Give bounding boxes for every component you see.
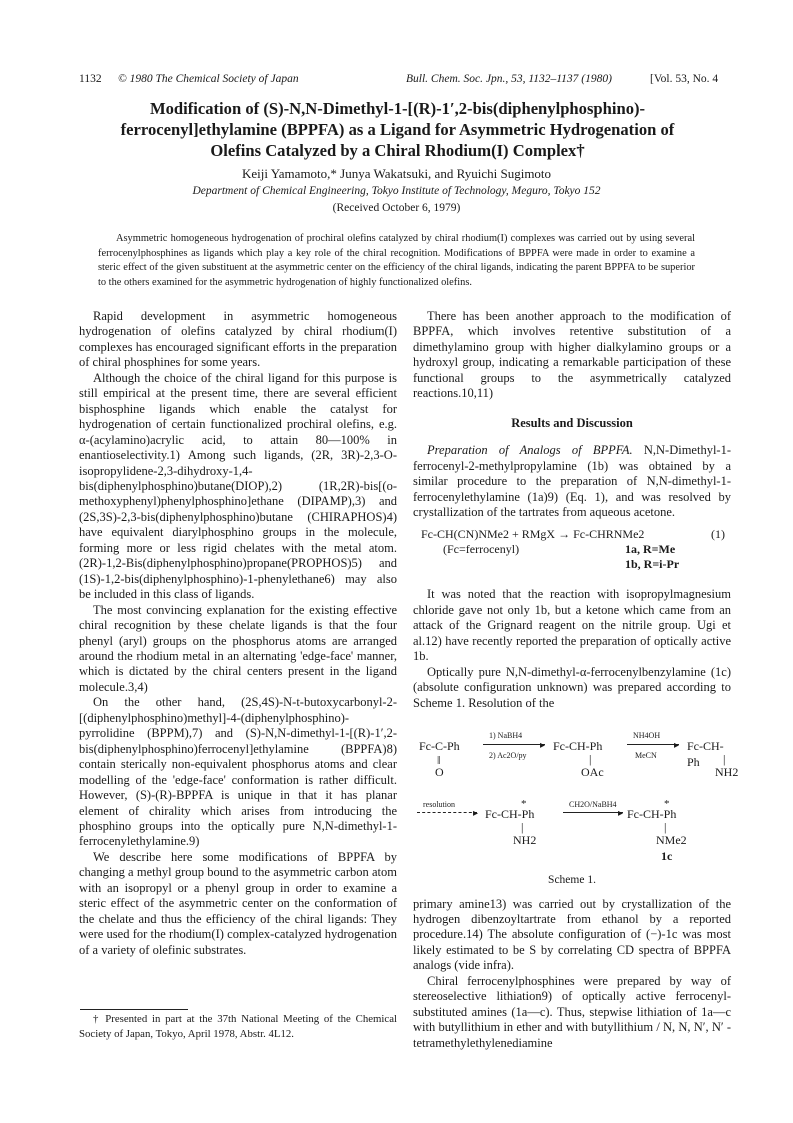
scheme-substituent: O [435,765,444,780]
chiral-star: * [521,798,527,811]
arrow-head: ▸ [618,808,624,820]
body-paragraph: primary amine13) was carried out by crystallization of the hydrogen dibenzoyltartrate from ethanol by a reported procedure.14) The absolute configuration of (−)-1c was most likely estimated to be S by correlating CD spectra of BPPFA analogs (vide infra). [413,896,731,973]
bond-mark: | [664,820,667,835]
affiliation: Department of Chemical Engineering, Tokyo Institute of Technology, Meguro, Tokyo 152 [192,185,601,197]
body-paragraph: The most convincing explanation for the existing effective chiral recognition by these chelate ligands is that the four phenyl (aryl) groups on the phosphorus atoms are arranged around the rhodium metal in an alternating 'edge-face' manner, which is dictated by the chiral centers present in the ligand molecule.3,4) [79,602,397,694]
scheme-substituent: OAc [581,765,604,780]
authors: Keiji Yamamoto,* Junya Wakatsuki, and Ryuichi Sugimoto [241,166,552,181]
scheme-reagent: MeCN [635,751,657,761]
scheme-compound: Fc-C-Ph [419,739,460,754]
scheme-substituent: NH2 [715,765,739,780]
section-heading: Results and Discussion [511,415,633,430]
equation-note: (Fc=ferrocenyl) [443,542,520,557]
volume-info: [Vol. 53, No. 4 [650,73,719,85]
equation-number: (1) [711,527,725,542]
compound-label: 1c [661,849,673,864]
footnote-divider [80,1009,188,1010]
received-date: (Received October 6, 1979) [332,202,461,214]
body-paragraph: Optically pure N,N-dimethyl-α-ferrocenylbenzylamine (1c) (absolute configuration unknown) was prepared according to Scheme 1. Resolution of the [413,664,731,710]
body-paragraph: Rapid development in asymmetric homogeneous hydrogenation of olefins catalyzed by chiral rhodium(I) complexes has encouraged significant efforts in the preparation of chiral phosphines for some years. [79,309,397,370]
reaction-arrow [417,812,477,813]
subsection-heading: Preparation of Analogs of BPPFA. [427,443,633,458]
scheme-reagent: NH4OH [633,731,661,741]
bond-mark: | [521,820,524,835]
scheme-compound: Fc-CH-Ph [687,739,724,769]
scheme-compound: Fc-CH-Ph [485,807,535,822]
bond-mark: | [589,752,592,767]
page-number: 1132 [79,73,102,85]
body-paragraph: We describe here some modifications of BPPFA by changing a methyl group bound to the asymmetric carbon atom with an isopropyl or a phenyl group in order to examine a steric effect of the asymmetric center on the conformation of the chelate and thus the efficiency of the chiral ligands: They were used for the rhodium(I) complex-catalyzed hydrogenation of a variety of olefinic substrates. [79,849,397,957]
scheme-caption: Scheme 1. [548,874,596,887]
arrow-head: ▸ [540,740,546,752]
double-bond-mark: ‖ [437,753,441,768]
arrow-head: ▸ [473,808,479,820]
copyright: © 1980 The Chemical Society of Japan [118,73,299,85]
body-paragraph: On the other hand, (2S,4S)-N-t-butoxycarbonyl-2-[(diphenylphosphino)methyl]-4-(diphenylphosphino)-pyrrolidine (BPPM),7) and (S)-N,N-dimethyl-1-[(R)-1′,2-bis(diphenylphosphino)ferrocenyl]ethylamine (BPPFA)8) contain sterically non-equivalent phosphorus atoms and clear modelling of the 'edge-face' conformation is rather difficult. However, (S)-(R)-BPPFA is unique in that it has planar element of chirality which arises from introducing the phosphino groups into the optically pure N,N-dimethyl-1-ferrocenylethylamine.9) [79,695,397,849]
equation-1 [413,527,731,587]
reaction-arrow [483,744,545,745]
abstract: Asymmetric homogeneous hydrogenation of prochiral olefins catalyzed by chiral rhodium(I) complexes was carried out by using several ferrocenylphosphines as ligands which play a key role of the chiral recognition. Modifications of BPPFA were made in order to examine a steric effect of the given substituent at the asymmetric center on the efficiency of the chiral ligands, indicating the parent BPPFA to be superior to the others examined for the asymmetric hydrogenation of highly functionalized olefins. [98,233,695,288]
scheme-compound: Fc-CH-Ph [627,807,677,822]
journal-citation: Bull. Chem. Soc. Jpn., 53, 1132–1137 (1980) [406,73,612,85]
scheme-substituent: NMe2 [656,833,687,848]
paper-title: Modification of (S)-N,N-Dimethyl-1-[(R)-1′,2-bis(diphenylphosphino)-ferrocenyl]ethylamine (BPPFA) as a Ligand for Asymmetric Hydrogenation of Olefins Catalyzed by a Chiral Rhodium(I) Complex† [120,99,675,160]
left-column [79,309,397,958]
body-paragraph: There has been another approach to the modification of BPPFA, which involves retentive substitution of a dimethylamino group with higher dialkylamino groups or a hydroxyl group, indicating a remarkable participation of these functional groups to the asymmetrically catalyzed reactions.10,11) [413,309,731,401]
chiral-star: * [664,798,670,811]
equation-text: Fc-CH(CN)NMe2 + RMgX → Fc-CHRNMe2 [421,527,645,542]
body-paragraph: Although the choice of the chiral ligand for this purpose is still empirical at the present time, there are several efficient bisphosphine ligands which enable the catalyst for hydrogenation of certain functionalized prochiral olefins, e.g. α-(acylamino)acrylic acid, to attain 80—100% in enantioselectivity.1) Among such ligands, (2R, 3R)-2,3-O-isopropylidene-2,3-dihydroxy-1,4-bis(diphenylphosphino)butane(DIOP),2) (1R,2R)-bis[(o-methoxyphenyl)phenylphosphino]ethane (DIPAMP),3) and (2S,3S)-2,3-bis(diphenylphosphino)butane (CHIRAPHOS)4) have equivalent diarylphosphino groups in the molecule, forming more or less rigid chelates with the metal atom. (2R)-1,2-Bis(diphenylphosphino)propane(PROPHOS)5) and (1S)-1,2-bis(diphenylphosphino)-1-phenylethane6) may also be included in this class of ligands. [79,370,397,602]
scheme-1 [413,721,739,871]
scheme-substituent: NH2 [513,833,537,848]
body-paragraph [413,443,731,520]
body-paragraph: Chiral ferrocenylphosphines were prepared by way of stereoselective lithiation9) of optically active ferrocenyl-substituted amines (1a—c). Thus, stepwise lithiation of 1a—c with butyllithium in ether and with butyllithium / N, N, N′, N′ - tetramethylethylenediamine [413,973,731,1050]
prep-text: N,N-Dimethyl-1-ferrocenyl-2-methylpropylamine (1b) was obtained by a similar procedure to the preparation of N,N-dimethyl-1-ferrocenylethylamine (1a)9) (Eq. 1), and was resolved by crystallization of the tartrates from aqueous acetone. [413,443,731,519]
footnote: † Presented in part at the 37th National Meeting of the Chemical Society of Japan, Tokyo, April 1978, Abstr. 4L12. [79,1013,397,1040]
reaction-arrow [563,812,623,813]
scheme-reagent: 1) NaBH4 [489,731,523,741]
bond-mark: | [723,752,726,767]
arrow-head: ▸ [674,740,680,752]
scheme-reagent: resolution [423,800,455,810]
scheme-reagent: 2) Ac2O/py [489,751,527,761]
scheme-compound: Fc-CH-Ph [553,739,603,754]
equation-r1: 1a, R=Me [625,542,676,557]
right-column [413,309,739,1051]
reaction-arrow [627,744,679,745]
equation-r2: 1b, R=i-Pr [625,557,680,572]
body-paragraph: It was noted that the reaction with isopropylmagnesium chloride gave not only 1b, but a ketone which came from an attack of the Grignard reagent on the nitrile group. Ugi et al.12) have recently reported the preparation of optically active 1b. [413,587,731,664]
scheme-reagent: CH2O/NaBH4 [569,800,617,810]
